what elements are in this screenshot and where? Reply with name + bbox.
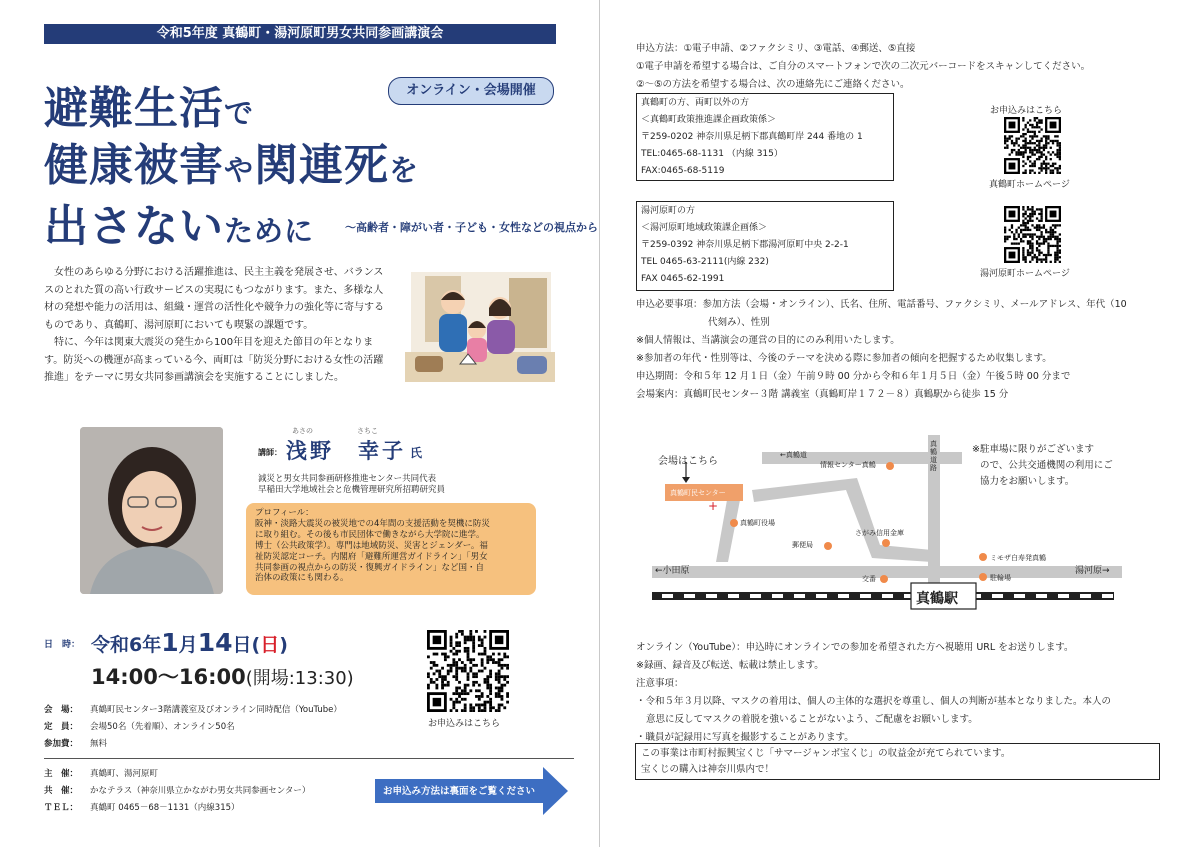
map-bank: さがみ信用金庫 — [855, 529, 904, 537]
apply-note-2: ②～⑤の方法を希望する場合は、次の連絡先にご連絡ください。 — [636, 79, 910, 90]
capacity-row: 定 員： 会場50名（先着順）、オンライン50名 — [44, 722, 235, 732]
contact-line: TEL 0465-63-2111(内線 232) — [641, 257, 769, 267]
parking-note: ※駐車場に限りがございます — [972, 444, 1094, 455]
speaker-name: 浅野 幸子 — [286, 439, 406, 463]
event-date: 令和6年1月14日(日) — [91, 628, 288, 657]
map-yugawara: 湯河原→ — [1075, 566, 1110, 576]
title-subtitle: ～高齢者・障がい者・子ども・女性などの視点から — [345, 221, 598, 234]
contact-line: FAX:0465-68-5119 — [641, 166, 725, 176]
profile-line: に取り組む。その後も市民団体で働きながら大学院に進学。 — [255, 529, 485, 540]
caution-1: ・令和５年３月以降、マスクの着用は、個人の主体的な選択を尊重し、個人の判断が基本となりました。本人の — [636, 696, 1112, 707]
see-back-text: お申込み方法は裏面をご覧ください — [383, 786, 536, 797]
profile-line: 博士（公共政策学）。専門は地域防災、災害とジェンダー。福 — [255, 540, 488, 551]
manazuru-qr-caption: 真鶴町ホームページ — [989, 180, 1070, 190]
event-banner: 令和5年度 真鶴町・湯河原町男女共同参画講演会 — [44, 24, 556, 44]
intro-line: 材の発想や能力の活用は、組織・運営の活性化や競争力の強化等に寄与する — [44, 302, 384, 313]
contact-line: 〒259-0202 神奈川県足柄下郡真鶴町岸 244 番地の 1 — [641, 132, 863, 142]
map-info-center: 情報センター真鶴 — [820, 461, 876, 469]
profile-line: 共同参画の視点からの防災・復興ガイドライン」など国・自 — [255, 562, 484, 573]
map-mimoza: ミモザ白寿発真鶴 — [990, 554, 1046, 562]
svg-text:+: + — [708, 499, 719, 513]
apply-note-1: ①電子申請を希望する場合は、ご自分のスマートフォンで次の二次元バーコードをスキャンしてください。 — [636, 61, 1091, 72]
apply-method: 申込方法：①電子申請、②ファクシミリ、③電話、④郵送、⑤直接 — [636, 43, 916, 54]
venue-row: 会 場： 真鶴町民センター3階講義室及びオンライン同時配信（YouTube） — [44, 705, 342, 715]
yugawara-qr-code[interactable] — [1004, 206, 1061, 263]
fee-row: 参加費： 無料 — [44, 739, 108, 749]
page-divider — [599, 0, 600, 847]
cohost-row: 共 催： かなテラス（神奈川県立かながわ男女共同参画センター） — [44, 786, 311, 796]
speaker-ruby-given: さちこ — [357, 427, 378, 435]
required-items: 申込必要事項：参加方法（会場・オンライン）、氏名、住所、電話番号、ファクシミリ、メールアドレス、年代（10 — [636, 299, 1127, 310]
speaker-honorific: 氏 — [410, 446, 423, 460]
intro-line: ものであり、真鶴町、湯河原町においても喫緊の課題です。 — [44, 319, 314, 331]
online-note: オンライン（YouTube）：申込時にオンラインでの参加を希望された方へ視聴用 URL をお送りします。 — [636, 642, 1074, 653]
funding-line: 宝くじの購入は神奈川県内で！ — [641, 764, 775, 775]
manazuru-qr-code[interactable] — [1004, 117, 1061, 174]
intro-line: 女性のあらゆる分野における活躍推進は、民主主義を発展させ、バランス — [44, 267, 384, 278]
contact-line: ＜真鶴町政策推進課企画政策係＞ — [641, 115, 777, 125]
apply-qr-code[interactable] — [427, 630, 509, 712]
parking-note: 協力をお願いします。 — [980, 476, 1075, 487]
date-label: 日 時： — [44, 640, 81, 650]
title-line-1: 避難生活で — [44, 83, 255, 134]
caution-1-cont: 意思に反してマスクの着脱を強いることがないよう、ご配慮をお願いします。 — [646, 714, 978, 725]
map-station: 真鶴駅 — [916, 591, 958, 607]
record-note: ※録画、録音及び転送、転載は禁止します。 — [636, 660, 824, 671]
required-items-cont: 代刻み）、性別 — [708, 317, 770, 328]
host-row: 主 催： 真鶴町、湯河原町 — [44, 769, 159, 779]
contact-line: 真鶴町の方、両町以外の方 — [641, 98, 750, 108]
intro-line: 推進」をテーマに男女共同参画講演会を実施することにしました。 — [44, 372, 344, 383]
title-line-3: 出さないために — [44, 201, 315, 252]
see-back-arrow — [375, 767, 568, 815]
profile-line: 阪神・淡路大震災の被災地での4年間の支援活動を契機に防災 — [255, 518, 490, 529]
yugawara-qr-caption: 湯河原町ホームページ — [980, 269, 1070, 279]
speaker-profile — [246, 503, 536, 595]
speaker-photo — [80, 427, 223, 594]
privacy-note-1: ※個人情報は、当講演会の運営の目的にのみ利用いたします。 — [636, 335, 900, 346]
parking-note: ので、公共交通機関の利用にご — [980, 460, 1113, 471]
speaker-label: 講師： — [258, 448, 282, 457]
map-manazuru-road: ←真鶴道 — [780, 451, 807, 459]
intro-text — [44, 264, 402, 387]
tel-row: ＴＥＬ： 真鶴町 0465－68－1131（内線315） — [44, 803, 240, 813]
footer-divider — [44, 758, 574, 759]
contact-line: 湯河原町の方 — [641, 206, 696, 216]
evacuation-family-illustration — [405, 264, 555, 392]
map-town-office: 真鶴町役場 — [740, 519, 775, 527]
venue-guide: 会場案内：真鶴町民センター３階 講義室（真鶴町岸１７２－８）真鶴駅から徒歩 15 分 — [636, 389, 1009, 400]
intro-line: スのとれた質の高い行政サービスの実現にもつながります。また、多様な人 — [44, 284, 384, 296]
title-line-2: 健康被害や関連死を — [44, 140, 420, 191]
online-venue-badge: オンライン・会場開催 — [388, 77, 554, 105]
contact-line: ＜湯河原町地域政策課企画係＞ — [641, 223, 768, 233]
intro-line: す。防災への機運が高まっている今、両町は「防災分野における女性の活躍 — [44, 354, 384, 366]
map-odawara: ←小田原 — [655, 566, 690, 576]
profile-line: プロフィール： — [255, 508, 314, 518]
apply-qr-caption: お申込みはこちら — [428, 719, 501, 729]
profile-line: 治体の政策にも関わる。 — [255, 573, 349, 584]
funding-line: この事業は市町村振興宝くじ「サマージャンボ宝くじ」の収益金が充てられています。 — [641, 748, 1011, 759]
map-police: 交番 — [862, 575, 876, 583]
contact-line: FAX 0465-62-1991 — [641, 274, 725, 284]
qr-top-caption: お申込みはこちら — [990, 106, 1063, 116]
caution-title: 注意事項： — [636, 678, 684, 689]
caution-2: ・職員が記録用に写真を撮影することがあります。 — [636, 732, 854, 743]
map-post-office: 郵便局 — [792, 541, 813, 549]
yugawara-contact-box — [636, 201, 894, 291]
speaker-affiliation: 減災と男女共同参画研修推進センター共同代表 — [258, 474, 437, 484]
contact-line: 〒259-0392 神奈川県足柄下郡湯河原町中央 2-2-1 — [641, 240, 849, 250]
intro-line: 特に、今年は関東大震災の発生から100年目を迎えた節目の年となりま — [44, 337, 374, 348]
speaker-affiliation: 早稲田大学地域社会と危機管理研究所招聘研究員 — [258, 485, 446, 495]
manazuru-contact-box — [636, 93, 894, 181]
apply-period: 申込期間：令和５年 12 月１日（金）午前９時 00 分から令和６年１月５日（金）午後５時 00 分まで — [636, 371, 1071, 382]
lottery-funding-box — [635, 743, 1160, 780]
map-bypass: 真鶴道路 — [930, 440, 937, 472]
map-venue-here: 会場はこちら — [658, 456, 718, 467]
map-parking: 駐輪場 — [990, 574, 1011, 582]
map-venue-name: 真鶴町民センター — [670, 489, 726, 497]
event-time: 14:00～16:00(開場:13:30) — [91, 665, 354, 689]
privacy-note-2: ※参加者の年代・性別等は、今後のテーマを決める際に参加者の傾向を把握するため収集します。 — [636, 353, 1052, 364]
speaker-ruby-family: あさの — [292, 427, 313, 435]
profile-line: 祉防災認定コーチ。内閣府「避難所運営ガイドライン」「男女 — [255, 551, 488, 562]
contact-line: TEL:0465-68-1131 （内線 315） — [641, 149, 783, 159]
